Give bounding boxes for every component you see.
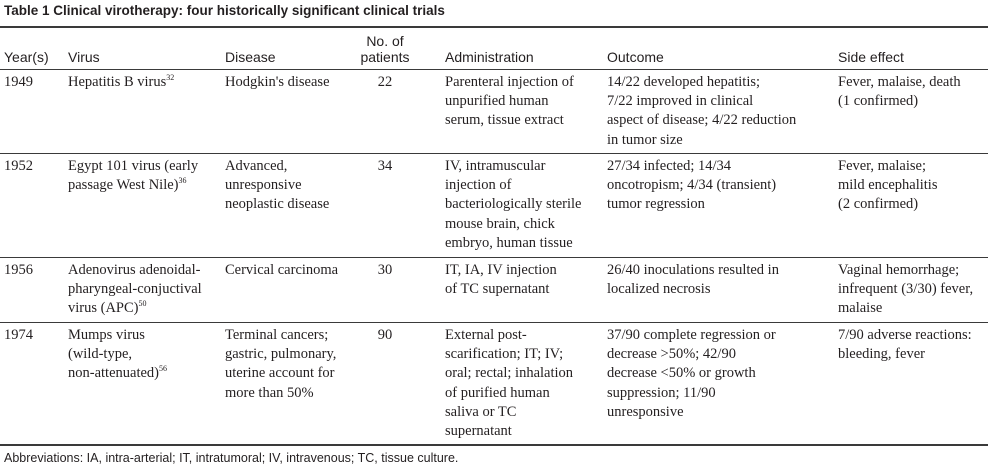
cell-administration: IT, IA, IV injection of TC supernatant: [445, 262, 557, 298]
cell-outcome: 37/90 complete regression or decrease >50%; 42/90 decrease <50% or growth suppression; 11/90 unresponsive: [607, 327, 776, 420]
cell-virus: Egypt 101 virus (early passage West Nile)$^{36}$: [68, 158, 199, 194]
cell-year: 1952: [4, 158, 33, 174]
cell-year: 1974: [4, 327, 33, 343]
cell-administration: Parenteral injection of unpurified human serum, tissue extract: [445, 74, 574, 129]
cell-patients: 90: [377, 327, 393, 343]
cell-outcome: 14/22 developed hepatitis; 7/22 improved in clinical aspect of disease; 4/22 reduction in tumor size: [607, 74, 797, 148]
header-administration: Administration: [445, 49, 534, 65]
top-rule: [0, 26, 988, 28]
header-year: Year(s): [4, 49, 49, 65]
row-divider: [0, 257, 988, 258]
reference-superscript: 56: [159, 364, 167, 374]
reference-superscript: 50: [138, 299, 147, 309]
header-virus: Virus: [68, 49, 100, 65]
cell-administration: External post- scarification; IT; IV; oral; rectal; inhalation of purified human saliva or TC supernatant: [445, 327, 574, 440]
row-divider: [0, 153, 988, 154]
cell-virus: Mumps virus (wild-type, non-attenuated)$^{56}$: [68, 327, 167, 382]
cell-administration: IV, intramuscular injection of bacteriologically sterile mouse brain, chick embryo, human tissue: [445, 158, 582, 251]
bottom-rule: [0, 444, 988, 446]
reference-superscript: 32: [166, 73, 175, 83]
cell-patients: 34: [377, 158, 393, 174]
cell-year: 1949: [4, 74, 33, 90]
cell-disease: Hodgkin's disease: [225, 74, 330, 90]
cell-outcome: 27/34 infected; 14/34 oncotropism; 4/34 (transient) tumor regression: [607, 158, 777, 213]
cell-side-effect: Fever, malaise, death (1 confirmed): [838, 74, 961, 110]
cell-side-effect: 7/90 adverse reactions: bleeding, fever: [838, 327, 972, 363]
header-patients: No. of patients: [360, 33, 410, 65]
cell-virus: Hepatitis B virus$^{32}$: [68, 73, 175, 90]
cell-side-effect: Fever, malaise; mild encephalitis (2 confirmed): [838, 158, 938, 213]
cell-disease: Cervical carcinoma: [225, 262, 339, 278]
cell-patients: 22: [377, 74, 393, 90]
reference-superscript: 36: [178, 176, 187, 186]
cell-disease: Advanced, unresponsive neoplastic disease: [225, 158, 330, 213]
header-disease: Disease: [225, 49, 276, 65]
table-footnote: Abbreviations: IA, intra-arterial; IT, intratumoral; IV, intravenous; TC, tissue culture.: [4, 451, 459, 465]
cell-year: 1956: [4, 262, 33, 278]
cell-disease: Terminal cancers; gastric, pulmonary, uterine account for more than 50%: [225, 327, 337, 401]
cell-virus: Adenovirus adenoidal- pharyngeal-conjuctival virus (APC)$^{50}$: [68, 262, 202, 317]
table-title: Table 1 Clinical virotherapy: four historically significant clinical trials: [4, 3, 445, 18]
header-side-effect: Side effect: [838, 49, 904, 65]
header-outcome: Outcome: [607, 49, 664, 65]
row-divider: [0, 322, 988, 323]
cell-side-effect: Vaginal hemorrhage; infrequent (3/30) fever, malaise: [838, 262, 974, 317]
cell-patients: 30: [377, 262, 393, 278]
header-rule: [0, 69, 988, 70]
cell-outcome: 26/40 inoculations resulted in localized necrosis: [607, 262, 779, 298]
